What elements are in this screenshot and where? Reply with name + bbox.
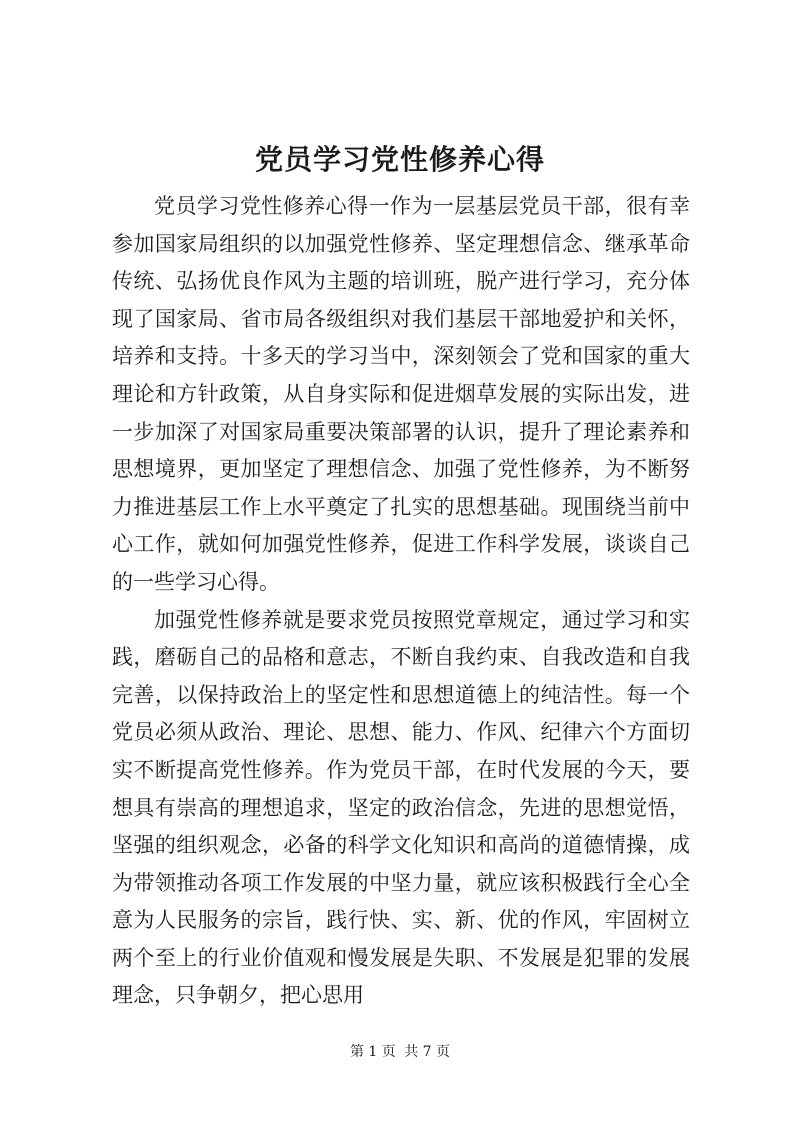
- paragraph-2: 加强党性修养就是要求党员按照党章规定，通过学习和实践，磨砺自己的品格和意志，不断自我约束、自我改造和自我完善，以保持政治上的坚定性和思想道德上的纯洁性。每一个党员必须从政治、理论、思想、能力、作风、纪律六个方面切实不断提高党性修养。作为党员干部，在时代发展的今天，要想具有崇高的理想追求，坚定的政治信念，先进的思想觉悟，坚强的组织观念，必备的科学文化知识和高尚的道德情操，成为带领推动各项工作发展的中坚力量，就应该积极践行全心全意为人民服务的宗旨，践行快、实、新、优的作风，牢固树立两个至上的行业价值观和慢发展是失职、不发展是犯罪的发展理念，只争朝夕，把心思用: [112, 607, 690, 1008]
- document-title: 党员学习党性修养心得: [254, 143, 545, 176]
- total-pages: 共 7 页: [404, 1044, 451, 1060]
- page-number: 第 1 页: [349, 1044, 396, 1060]
- page-footer: [0, 1042, 800, 1062]
- document-body: [112, 188, 690, 1015]
- paragraph-1: 党员学习党性修养心得一作为一层基层党员干部，很有幸参加国家局组织的以加强党性修养、坚定理想信念、继承革命传统、弘扬优良作风为主题的培训班，脱产进行学习，充分体现了国家局、省市局各级组织对我们基层干部地爱护和关怀，培养和支持。十多天的学习当中，深刻领会了党和国家的重大理论和方针政策，从自身实际和促进烟草发展的实际出发，进一步加深了对国家局重要决策部署的认识，提升了理论素养和思想境界，更加坚定了理想信念、加强了党性修养，为不断努力推进基层工作上水平奠定了扎实的思想基础。现围绕当前中心工作，就如何加强党性修养，促进工作科学发展，谈谈自己的一些学习心得。: [112, 194, 690, 594]
